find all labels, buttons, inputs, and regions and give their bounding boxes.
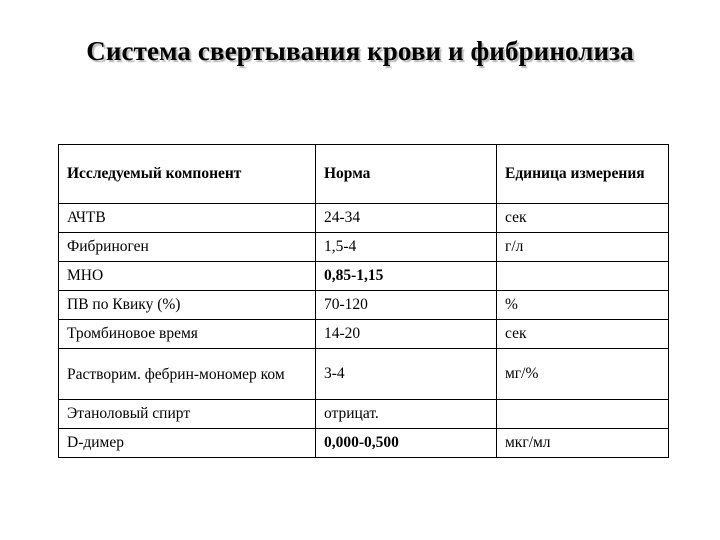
cell-norm: 0,85-1,15 (316, 262, 497, 291)
table-row (59, 429, 669, 458)
cell-component: Этаноловый спирт (59, 400, 316, 429)
cell-norm: 14-20 (316, 320, 497, 349)
slide-title: Система свертывания крови и фибринолиза (86, 36, 634, 66)
cell-norm: 70-120 (316, 291, 497, 320)
cell-component: МНО (59, 262, 316, 291)
table-row (59, 349, 669, 400)
cell-component: Растворим. фебрин-мономер ком (59, 349, 316, 400)
table-row (59, 320, 669, 349)
cell-unit: сек (497, 320, 669, 349)
cell-unit: г/л (497, 233, 669, 262)
cell-component: ПВ по Квику (%) (59, 291, 316, 320)
cell-unit: мг/% (497, 349, 669, 400)
cell-norm: 1,5-4 (316, 233, 497, 262)
cell-component: D-димер (59, 429, 316, 458)
cell-norm: 0,000-0,500 (316, 429, 497, 458)
header-component: Исследуемый компонент (59, 145, 316, 204)
cell-norm: 3-4 (316, 349, 497, 400)
cell-norm: 24-34 (316, 204, 497, 233)
cell-unit (497, 400, 669, 429)
table-row (59, 204, 669, 233)
table-row (59, 233, 669, 262)
cell-unit: сек (497, 204, 669, 233)
cell-unit: % (497, 291, 669, 320)
cell-norm: отрицат. (316, 400, 497, 429)
cell-unit: мкг/мл (497, 429, 669, 458)
table-row (59, 291, 669, 320)
header-unit: Единица измерения (497, 145, 669, 204)
table-row (59, 400, 669, 429)
lab-norms-table (58, 144, 669, 458)
cell-component: Тромбиновое время (59, 320, 316, 349)
cell-component: АЧТВ (59, 204, 316, 233)
table-header-row (59, 145, 669, 204)
cell-unit (497, 262, 669, 291)
header-norm: Норма (316, 145, 497, 204)
table-row (59, 262, 669, 291)
cell-component: Фибриноген (59, 233, 316, 262)
